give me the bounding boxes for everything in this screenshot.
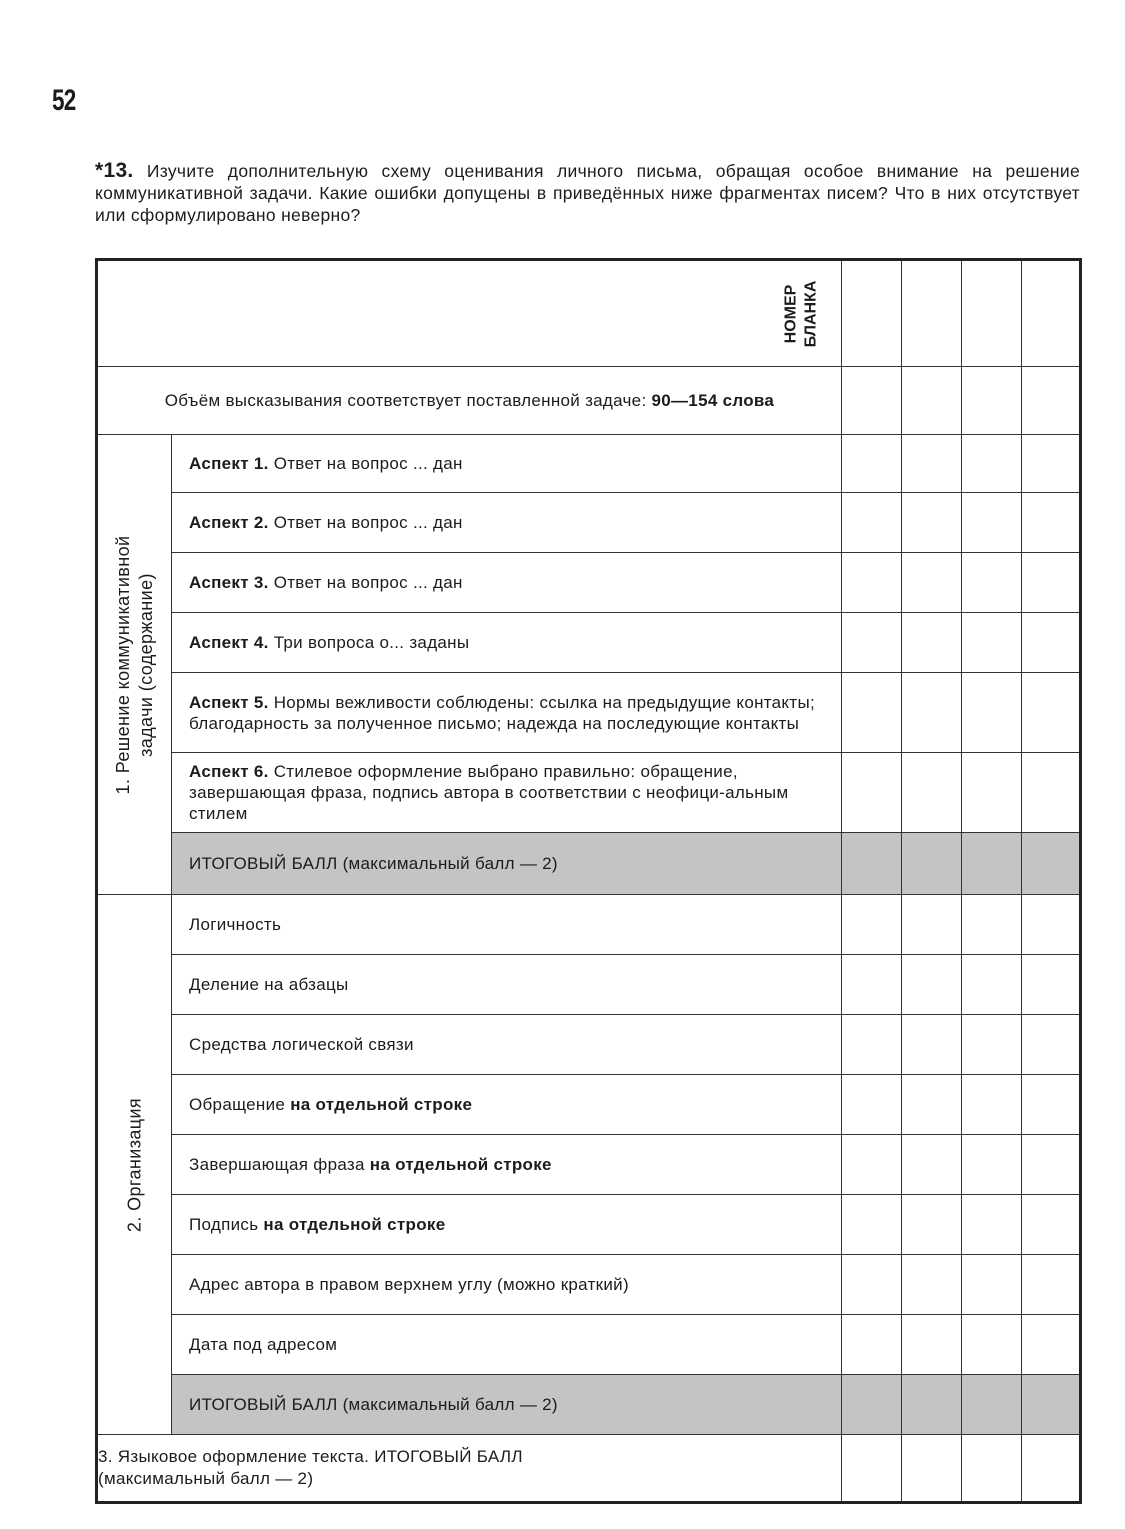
org-item-1: Логичность (172, 895, 842, 955)
mark-cell[interactable] (1022, 435, 1081, 493)
mark-cell[interactable] (842, 1375, 902, 1435)
mark-cell[interactable] (902, 1135, 962, 1195)
mark-cell[interactable] (1022, 895, 1081, 955)
mark-cell[interactable] (842, 955, 902, 1015)
task-number: *13. (95, 159, 134, 182)
mark-cell[interactable] (902, 1255, 962, 1315)
mark-cell[interactable] (1022, 753, 1081, 833)
mark-cell[interactable] (962, 260, 1022, 367)
mark-cell[interactable] (902, 673, 962, 753)
mark-cell[interactable] (842, 1435, 902, 1503)
aspect-3: Аспект 3. Ответ на вопрос ... дан (172, 553, 842, 613)
mark-cell[interactable] (962, 435, 1022, 493)
mark-cell[interactable] (962, 1315, 1022, 1375)
mark-cell[interactable] (902, 1075, 962, 1135)
aspect-4: Аспект 4. Три вопроса о... заданы (172, 613, 842, 673)
mark-cell[interactable] (842, 613, 902, 673)
mark-cell[interactable] (902, 435, 962, 493)
org-item-6: Подпись на отдельной строке (172, 1195, 842, 1255)
mark-cell[interactable] (842, 895, 902, 955)
mark-cell[interactable] (962, 895, 1022, 955)
mark-cell[interactable] (902, 833, 962, 895)
mark-cell[interactable] (842, 435, 902, 493)
mark-cell[interactable] (1022, 367, 1081, 435)
mark-cell[interactable] (902, 553, 962, 613)
aspect-2: Аспект 2. Ответ на вопрос ... дан (172, 493, 842, 553)
mark-cell[interactable] (962, 833, 1022, 895)
mark-cell[interactable] (1022, 955, 1081, 1015)
mark-cell[interactable] (1022, 833, 1081, 895)
mark-cell[interactable] (842, 367, 902, 435)
mark-cell[interactable] (902, 895, 962, 955)
mark-cell[interactable] (902, 1315, 962, 1375)
mark-cell[interactable] (1022, 1255, 1081, 1315)
volume-row-label: Объём высказывания соответствует поставленной задаче: 90—154 слова (97, 367, 842, 435)
mark-cell[interactable] (902, 367, 962, 435)
mark-cell[interactable] (962, 493, 1022, 553)
aspect-6: Аспект 6. Стилевое оформление выбрано правильно: обращение, завершающая фраза, подпись автора в соответствии с неофици-альным стилем (172, 753, 842, 833)
mark-cell[interactable] (1022, 613, 1081, 673)
mark-cell[interactable] (1022, 673, 1081, 753)
mark-cell[interactable] (1022, 1315, 1081, 1375)
org-item-5: Завершающая фраза на отдельной строке (172, 1135, 842, 1195)
mark-cell[interactable] (842, 1135, 902, 1195)
mark-cell[interactable] (962, 1135, 1022, 1195)
section1-total: ИТОГОВЫЙ БАЛЛ (максимальный балл — 2) (172, 833, 842, 895)
org-item-4: Обращение на отдельной строке (172, 1075, 842, 1135)
blank-number-header (97, 260, 842, 367)
section2-title: 2. Организация (97, 895, 172, 1435)
mark-cell[interactable] (962, 753, 1022, 833)
section1-title: 1. Решение коммуникативной задачи (содержание) (97, 435, 172, 895)
mark-cell[interactable] (962, 553, 1022, 613)
mark-cell[interactable] (902, 955, 962, 1015)
mark-cell[interactable] (842, 553, 902, 613)
mark-cell[interactable] (842, 260, 902, 367)
mark-cell[interactable] (962, 1375, 1022, 1435)
mark-cell[interactable] (962, 367, 1022, 435)
mark-cell[interactable] (962, 1435, 1022, 1503)
mark-cell[interactable] (842, 1195, 902, 1255)
blank-number-label: НОМЕР БЛАНКА (782, 280, 820, 347)
mark-cell[interactable] (842, 1315, 902, 1375)
mark-cell[interactable] (902, 1435, 962, 1503)
org-item-7: Адрес автора в правом верхнем углу (можно краткий) (172, 1255, 842, 1315)
aspect-5: Аспект 5. Нормы вежливости соблюдены: ссылка на предыдущие контакты; благодарность за полученное письмо; надежда на последующие контакты (172, 673, 842, 753)
mark-cell[interactable] (902, 493, 962, 553)
mark-cell[interactable] (1022, 1195, 1081, 1255)
org-item-2: Деление на абзацы (172, 955, 842, 1015)
mark-cell[interactable] (962, 1015, 1022, 1075)
mark-cell[interactable] (902, 613, 962, 673)
mark-cell[interactable] (1022, 260, 1081, 367)
section3-total: 3. Языковое оформление текста. ИТОГОВЫЙ БАЛЛ (максимальный балл — 2) (97, 1435, 842, 1503)
mark-cell[interactable] (1022, 553, 1081, 613)
task-text (95, 160, 1080, 226)
mark-cell[interactable] (842, 753, 902, 833)
mark-cell[interactable] (1022, 1075, 1081, 1135)
mark-cell[interactable] (962, 955, 1022, 1015)
mark-cell[interactable] (902, 1195, 962, 1255)
mark-cell[interactable] (962, 673, 1022, 753)
mark-cell[interactable] (1022, 1135, 1081, 1195)
mark-cell[interactable] (962, 1255, 1022, 1315)
aspect-1: Аспект 1. Ответ на вопрос ... дан (172, 435, 842, 493)
org-item-3: Средства логической связи (172, 1015, 842, 1075)
org-item-8: Дата под адресом (172, 1315, 842, 1375)
mark-cell[interactable] (1022, 1015, 1081, 1075)
mark-cell[interactable] (842, 1075, 902, 1135)
mark-cell[interactable] (902, 753, 962, 833)
assessment-table (95, 258, 1082, 1504)
mark-cell[interactable] (1022, 1375, 1081, 1435)
page-number: 52 (52, 84, 76, 117)
mark-cell[interactable] (1022, 493, 1081, 553)
section2-total: ИТОГОВЫЙ БАЛЛ (максимальный балл — 2) (172, 1375, 842, 1435)
mark-cell[interactable] (962, 613, 1022, 673)
mark-cell[interactable] (842, 833, 902, 895)
mark-cell[interactable] (842, 1255, 902, 1315)
task-body: Изучите дополнительную схему оценивания личного письма, обращая особое внимание на решение коммуникативной задачи. Какие ошибки допущены в приведённых ниже фрагментах писем? Что в них отсутствует или сформулировано неверно? (95, 161, 1080, 225)
mark-cell[interactable] (842, 673, 902, 753)
mark-cell[interactable] (902, 1375, 962, 1435)
mark-cell[interactable] (842, 493, 902, 553)
mark-cell[interactable] (842, 1015, 902, 1075)
mark-cell[interactable] (962, 1195, 1022, 1255)
mark-cell[interactable] (902, 260, 962, 367)
mark-cell[interactable] (962, 1075, 1022, 1135)
mark-cell[interactable] (1022, 1435, 1081, 1503)
mark-cell[interactable] (902, 1015, 962, 1075)
